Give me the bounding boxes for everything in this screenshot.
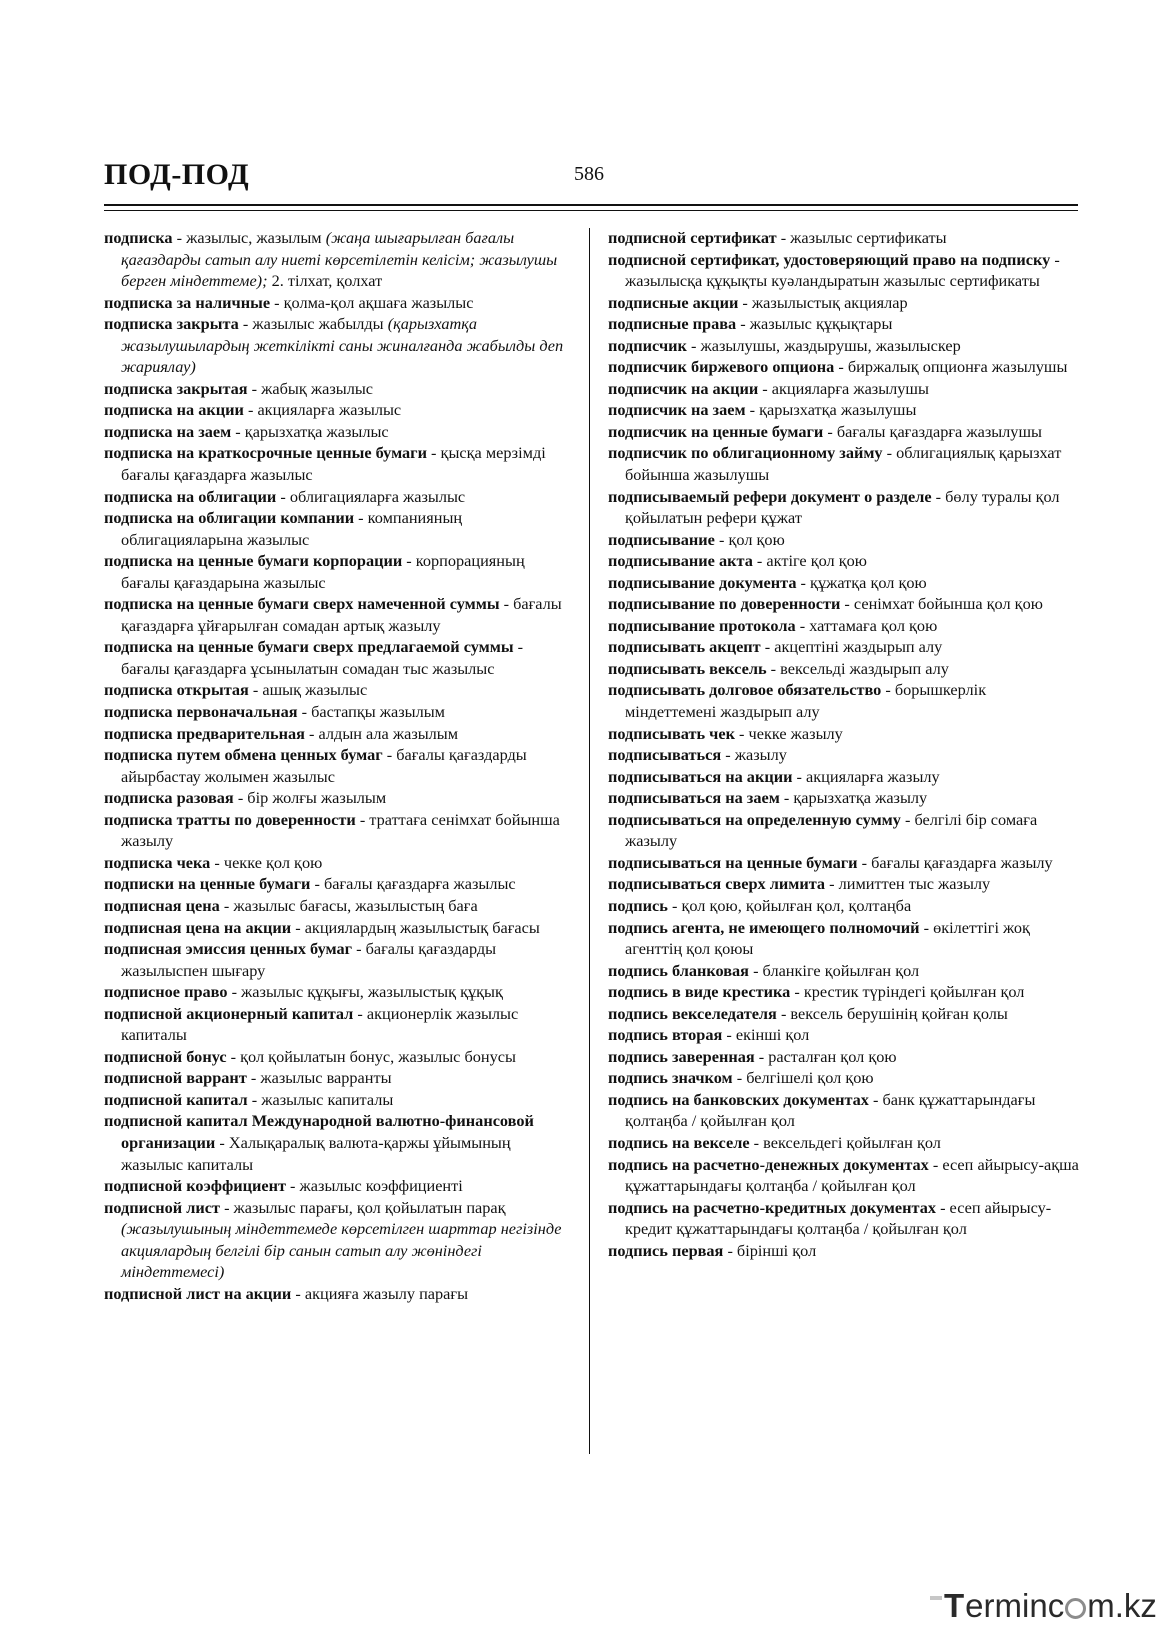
entry-definition: - бланкіге қойылған қол: [749, 960, 920, 980]
entry-definition: - өкілеттігі жоқ агенттің қол қоюы: [625, 917, 1030, 959]
entry-term: подписное право: [104, 982, 228, 1002]
entry-definition: - акционерлік жазылыс капиталы: [121, 1003, 519, 1045]
entry-term: подписной капитал: [104, 1089, 248, 1109]
entry-definition: - есеп айырысу-кредит құжаттарындағы қолтаңба / қойылған қол: [625, 1197, 1052, 1239]
dictionary-entry: [104, 981, 574, 1003]
dictionary-entry: [608, 852, 1080, 874]
dictionary-entry: [104, 292, 574, 314]
entry-term: подписываемый рефери документ о разделе: [608, 486, 932, 506]
entry-term: подписывать вексель: [608, 658, 767, 678]
dictionary-entry: [104, 744, 574, 787]
dictionary-entry: [608, 615, 1080, 637]
dictionary-entry: [608, 1132, 1080, 1154]
entry-term: подписка на краткосрочные ценные бумаги: [104, 443, 427, 463]
entry-definition: - бағалы қағаздарға жазылыс: [310, 874, 516, 894]
dictionary-entry: [104, 1197, 574, 1283]
entry-definition: - жазылыс бағасы, жазылыстың баға: [219, 895, 478, 915]
entry-term: подпись: [608, 895, 668, 915]
dictionary-entry: [608, 1197, 1080, 1240]
entry-definition: - жазылыс, жазылым: [172, 228, 326, 247]
entry-term: подписка на ценные бумаги сверх предлагаемой суммы: [104, 637, 514, 657]
entry-definition: - вексельдегі қойылған қол: [749, 1132, 941, 1152]
entry-definition: - қарызхатқа жазылу: [779, 788, 928, 808]
entry-definition: - жазылу: [721, 745, 787, 765]
dictionary-entry: [608, 399, 1080, 421]
dictionary-entry: [608, 917, 1080, 960]
entry-definition: - жазылыстық акциялар: [738, 292, 908, 312]
dictionary-entry: [104, 809, 574, 852]
entry-definition: - биржалық опционға жазылушы: [834, 357, 1068, 377]
entry-definition: - есеп айырысу-ақша құжаттарындағы қолтаңба / қойылған қол: [625, 1154, 1079, 1196]
entry-term: подписной лист: [104, 1197, 220, 1217]
entry-term: подписываться на ценные бумаги: [608, 852, 858, 872]
dictionary-entry: [104, 1067, 574, 1089]
dictionary-entry: [608, 292, 1080, 314]
dictionary-entry: [608, 1240, 1080, 1262]
dictionary-entry: [104, 421, 574, 443]
dictionary-entry: [608, 895, 1080, 917]
entry-term: подпись на векселе: [608, 1132, 750, 1152]
entry-definition: - акцияларға жазылу: [792, 766, 940, 786]
watermark-o-ring-icon: [1065, 1598, 1086, 1619]
entry-term: подписная цена на акции: [104, 917, 292, 937]
page-title: ПОД-ПОД: [104, 158, 250, 191]
entry-definition: - алдын ала жазылым: [304, 723, 459, 743]
entry-definition: - бағалы қағаздарға жазылушы: [823, 421, 1042, 441]
entry-definition: - жазылыс варранты: [246, 1068, 392, 1088]
entry-definition: - бөлу туралы қол қойылатын рефери құжат: [625, 486, 1060, 528]
dictionary-entry: [608, 723, 1080, 745]
dictionary-entry: [608, 679, 1080, 722]
entry-definition: - акцияларға жазылыс: [243, 400, 402, 420]
termincom-watermark-logo: [944, 1585, 1157, 1627]
entry-term: подписка первоначальная: [104, 702, 298, 722]
entry-term: подписная цена: [104, 895, 220, 915]
dictionary-entry: [104, 723, 574, 745]
entry-definition: - облигациялық қарызхат бойынша жазылушы: [625, 443, 1062, 485]
entry-term: подписной акционерный капитал: [104, 1003, 354, 1023]
entry-definition: - жазылыс құқығы, жазылыстық құқық: [227, 982, 503, 1002]
dictionary-entry: [104, 227, 574, 292]
dictionary-entry: [608, 335, 1080, 357]
entry-term: подписка путем обмена ценных бумаг: [104, 745, 383, 765]
entry-term: подпись заверенная: [608, 1046, 755, 1066]
entry-term: подписывать акцепт: [608, 637, 761, 657]
dictionary-entry: [608, 356, 1080, 378]
dictionary-entry: [608, 421, 1080, 443]
entry-definition: - акциялардың жазылыстық бағасы: [291, 917, 540, 937]
dictionary-entry: [104, 442, 574, 485]
entry-term: подписка тратты по доверенности: [104, 809, 356, 829]
dictionary-entry: [608, 593, 1080, 615]
entry-definition: - жазылыс парағы, қол қойылатын парақ: [220, 1197, 506, 1217]
entry-term: подпись векселедателя: [608, 1003, 777, 1023]
dictionary-entry: [608, 1067, 1080, 1089]
entry-definition: - қол қою, қойылған қол, қолтаңба: [667, 895, 912, 915]
entry-term: подписные права: [608, 314, 737, 334]
entry-definition: - бағалы қағаздарға ұсынылатын сомадан тыс жазылыс: [121, 637, 524, 678]
dictionary-entry: [608, 227, 1080, 249]
entry-definition: - бастапқы жазылым: [297, 702, 445, 722]
dictionary-entry: [104, 1046, 574, 1068]
entry-definition: - бағалы қағаздарға жазылу: [857, 852, 1053, 872]
dictionary-entry: [608, 658, 1080, 680]
dictionary-entry: [608, 529, 1080, 551]
dictionary-entry: [608, 249, 1080, 292]
right-column: [608, 227, 1080, 1261]
entry-term: подписной сертификат, удостоверяющий право на подписку: [608, 249, 1051, 269]
dictionary-entry: [608, 442, 1080, 485]
entry-note: (жаңа шығарылған бағалы қағаздарды сатып алу ниеті көрсетілетін келісім; жазылушы берген міндеттеме);: [121, 228, 558, 291]
entry-term: подписка: [104, 228, 173, 247]
entry-definition: - жазылыс коэффициенті: [285, 1176, 463, 1196]
entry-term: подпись в виде крестика: [608, 982, 791, 1002]
entry-term: подписчик по облигационному займу: [608, 443, 883, 463]
dictionary-entry: [104, 938, 574, 981]
entry-definition: - белгілі бір сомаға жазылу: [625, 809, 1038, 851]
entry-term: подписной бонус: [104, 1046, 227, 1066]
entry-definition: - жазылыс сертификаты: [776, 228, 947, 247]
dictionary-entry: [608, 1154, 1080, 1197]
dictionary-entry: [104, 1283, 574, 1305]
dictionary-entry: [104, 917, 574, 939]
entry-definition: - чекке жазылу: [734, 723, 843, 743]
entry-definition: - компанияның облигацияларына жазылыс: [121, 508, 463, 549]
entry-definition: - жазылыс жабылды: [238, 314, 388, 334]
entry-term: подписка за наличные: [104, 292, 271, 312]
entry-term: подписка закрыта: [104, 314, 239, 334]
entry-term: подписка на облигации: [104, 486, 277, 506]
entry-definition: - бағалы қағаздарды айырбастау жолымен жазылыс: [121, 745, 527, 786]
dictionary-entry: [104, 486, 574, 508]
dictionary-entry: [104, 378, 574, 400]
watermark-prefix: T: [944, 1587, 965, 1624]
entry-definition: - вексель берушінің қойған қолы: [776, 1003, 1008, 1023]
entry-term: подписывание документа: [608, 572, 797, 592]
entry-definition: - расталған қол қою: [754, 1046, 897, 1066]
entry-term: подписка закрытая: [104, 378, 248, 398]
entry-definition: - хаттамаға қол қою: [795, 615, 938, 635]
dictionary-entry: [104, 636, 574, 679]
header-rule-thick: [104, 204, 1078, 206]
entry-definition: - қарызхатқа жазылушы: [745, 400, 917, 420]
entry-term: подписываться: [608, 745, 722, 765]
entry-term: подписка на ценные бумаги сверх намеченной суммы: [104, 594, 500, 614]
entry-term: подписчик биржевого опциона: [608, 357, 835, 377]
dictionary-entry: [104, 507, 574, 550]
entry-term: подписывание акта: [608, 551, 753, 571]
entry-term: подписной лист на акции: [104, 1283, 292, 1303]
entry-term: подписные акции: [608, 292, 739, 312]
entry-definition: - лимиттен тыс жазылу: [825, 874, 991, 894]
entry-term: подписывание: [608, 529, 715, 549]
entry-note: (қарызхатқа жазылушылардың жеткілікті саны жиналғанда жабылды деп жариялау): [121, 314, 564, 377]
entry-definition: - сенімхат бойынша қол қою: [840, 594, 1043, 614]
dictionary-entry: [104, 1175, 574, 1197]
entry-term: подписной сертификат: [608, 228, 777, 247]
entry-term: подписываться на заем: [608, 788, 780, 808]
entry-note: (жазылушының міндеттемеде көрсетілген шарттар негізінде акциялардың белгілі бір санын сатып алу жөніндегі міндеттемесі): [121, 1219, 562, 1282]
entry-term: подписной коэффициент: [104, 1176, 286, 1196]
entry-term: подписчик на акции: [608, 378, 759, 398]
dictionary-entry: [104, 399, 574, 421]
entry-definition: - актіге қол қою: [752, 551, 867, 571]
dictionary-entry: [608, 960, 1080, 982]
entry-term: подписываться на акции: [608, 766, 793, 786]
entry-term: подписка на акции: [104, 400, 244, 420]
entry-term: подписывать долговое обязательство: [608, 680, 882, 700]
dictionary-entry: [608, 1089, 1080, 1132]
entry-term: подпись первая: [608, 1240, 724, 1260]
dictionary-entry: [104, 787, 574, 809]
entry-definition: - чекке қол қою: [210, 852, 323, 872]
entry-definition: - жазылысқа құқықты куәландыратын жазылыс сертификаты: [625, 249, 1060, 291]
entry-term: подпись агента, не имеющего полномочий: [608, 917, 920, 937]
entry-term: подписка на заем: [104, 421, 232, 441]
dictionary-entry: [104, 895, 574, 917]
entry-term: подпись на банковских документах: [608, 1089, 869, 1109]
watermark-suffix: m.kz: [1087, 1587, 1157, 1624]
dictionary-entry: [104, 873, 574, 895]
entry-definition: - акцияға жазылу парағы: [291, 1283, 469, 1303]
header-rule-thin: [104, 210, 1078, 211]
dictionary-entry: [608, 809, 1080, 852]
entry-term: подписывание по доверенности: [608, 594, 841, 614]
entry-term: подписки на ценные бумаги: [104, 874, 311, 894]
dictionary-entry: [104, 852, 574, 874]
entry-term: подписка предварительная: [104, 723, 305, 743]
entry-term: подписка чека: [104, 852, 211, 872]
dictionary-entry: [608, 636, 1080, 658]
entry-definition: - бағалы қағаздарды жазылыспен шығару: [121, 939, 497, 980]
dictionary-entry: [608, 486, 1080, 529]
dictionary-entry: [608, 787, 1080, 809]
entry-term: подписная эмиссия ценных бумаг: [104, 939, 353, 959]
dictionary-entry: [104, 701, 574, 723]
entry-term: подписка открытая: [104, 680, 249, 700]
entry-term: подписной варрант: [104, 1068, 247, 1088]
dictionary-entry: [104, 593, 574, 636]
entry-term: подписной капитал Международной валютно-финансовой организации: [104, 1111, 534, 1152]
entry-definition: - акцептіні жаздырып алу: [760, 637, 943, 657]
watermark-middle: erminc: [965, 1587, 1065, 1624]
entry-definition: - бағалы қағаздарға ұйғарылған сомадан артық жазылу: [121, 594, 562, 635]
dictionary-entry: [608, 873, 1080, 895]
entry-definition: - қол қою: [714, 529, 785, 549]
entry-definition: - қолма-қол ақшаға жазылыс: [270, 292, 474, 312]
entry-definition: - крестик түріндегі қойылған қол: [790, 982, 1025, 1002]
dictionary-entry: [104, 679, 574, 701]
entry-definition: - бірінші қол: [723, 1240, 817, 1260]
entry-term: подпись бланковая: [608, 960, 749, 980]
entry-definition: - траттаға сенімхат бойынша жазылу: [121, 809, 560, 851]
entry-definition: - Халықаралық валюта-қаржы ұйымының жазылыс капиталы: [121, 1132, 511, 1174]
entry-definition-tail: 2. тілхат, қолхат: [267, 271, 383, 291]
entry-definition: - жазылыс капиталы: [247, 1089, 394, 1109]
entry-term: подписчик на заем: [608, 400, 746, 420]
entry-term: подписчик на ценные бумаги: [608, 421, 824, 441]
entry-definition: - облигацияларға жазылыс: [276, 486, 466, 506]
dictionary-entry: [608, 1003, 1080, 1025]
entry-term: подписывать чек: [608, 723, 735, 743]
dictionary-entry: [104, 1110, 574, 1175]
entry-definition: - банк құжаттарындағы қолтаңба / қойылған қол: [625, 1089, 1036, 1131]
dictionary-entry: [608, 572, 1080, 594]
dictionary-entry: [104, 550, 574, 593]
dictionary-entry: [608, 1046, 1080, 1068]
entry-term: подписчик: [608, 335, 687, 355]
entry-definition: - бір жолғы жазылым: [233, 788, 387, 808]
dictionary-entry: [104, 1003, 574, 1046]
entry-definition: - акцияларға жазылушы: [758, 378, 929, 398]
dictionary-entry: [608, 313, 1080, 335]
entry-definition: - белгішелі қол қою: [732, 1068, 874, 1088]
entry-term: подписка на облигации компании: [104, 508, 355, 528]
dictionary-entry: [608, 378, 1080, 400]
entry-term: подпись значком: [608, 1068, 733, 1088]
entry-definition: - екінші қол: [722, 1025, 810, 1045]
column-divider: [589, 228, 590, 1454]
entry-term: подпись вторая: [608, 1025, 723, 1045]
entry-definition: - борышкерлік міндеттемені жаздырып алу: [625, 680, 987, 722]
entry-definition: - құжатқа қол қою: [796, 572, 927, 592]
entry-definition: - вексельді жаздырып алу: [766, 658, 949, 678]
entry-term: подписываться на определенную сумму: [608, 809, 901, 829]
dictionary-entry: [608, 766, 1080, 788]
entry-definition: - жазылушы, жаздырушы, жазылыскер: [686, 335, 961, 355]
entry-definition: - жабық жазылыс: [247, 378, 373, 398]
page-number: 586: [574, 163, 604, 185]
entry-term: подпись на расчетно-денежных документах: [608, 1154, 929, 1174]
entry-term: подписывание протокола: [608, 615, 796, 635]
dictionary-entry: [104, 313, 574, 378]
entry-definition: - қол қойылатын бонус, жазылыс бонусы: [226, 1046, 516, 1066]
entry-definition: - корпорацияның бағалы қағаздарына жазылыс: [121, 551, 525, 592]
entry-definition: - жазылыс құқықтары: [736, 314, 893, 334]
entry-definition: - ашық жазылыс: [248, 680, 368, 700]
entry-term: подпись на расчетно-кредитных документах: [608, 1197, 936, 1217]
entry-definition: - қарызхатқа жазылыс: [231, 421, 389, 441]
entry-term: подписываться сверх лимита: [608, 874, 826, 894]
dictionary-entry: [608, 550, 1080, 572]
entry-term: подписка разовая: [104, 788, 234, 808]
dictionary-entry: [608, 744, 1080, 766]
entry-term: подписка на ценные бумаги корпорации: [104, 551, 403, 571]
dictionary-entry: [608, 981, 1080, 1003]
dictionary-entry: [608, 1024, 1080, 1046]
left-column: [104, 227, 574, 1304]
dictionary-entry: [104, 1089, 574, 1111]
entry-definition: - қысқа мерзімді бағалы қағаздарға жазылыс: [121, 443, 546, 485]
